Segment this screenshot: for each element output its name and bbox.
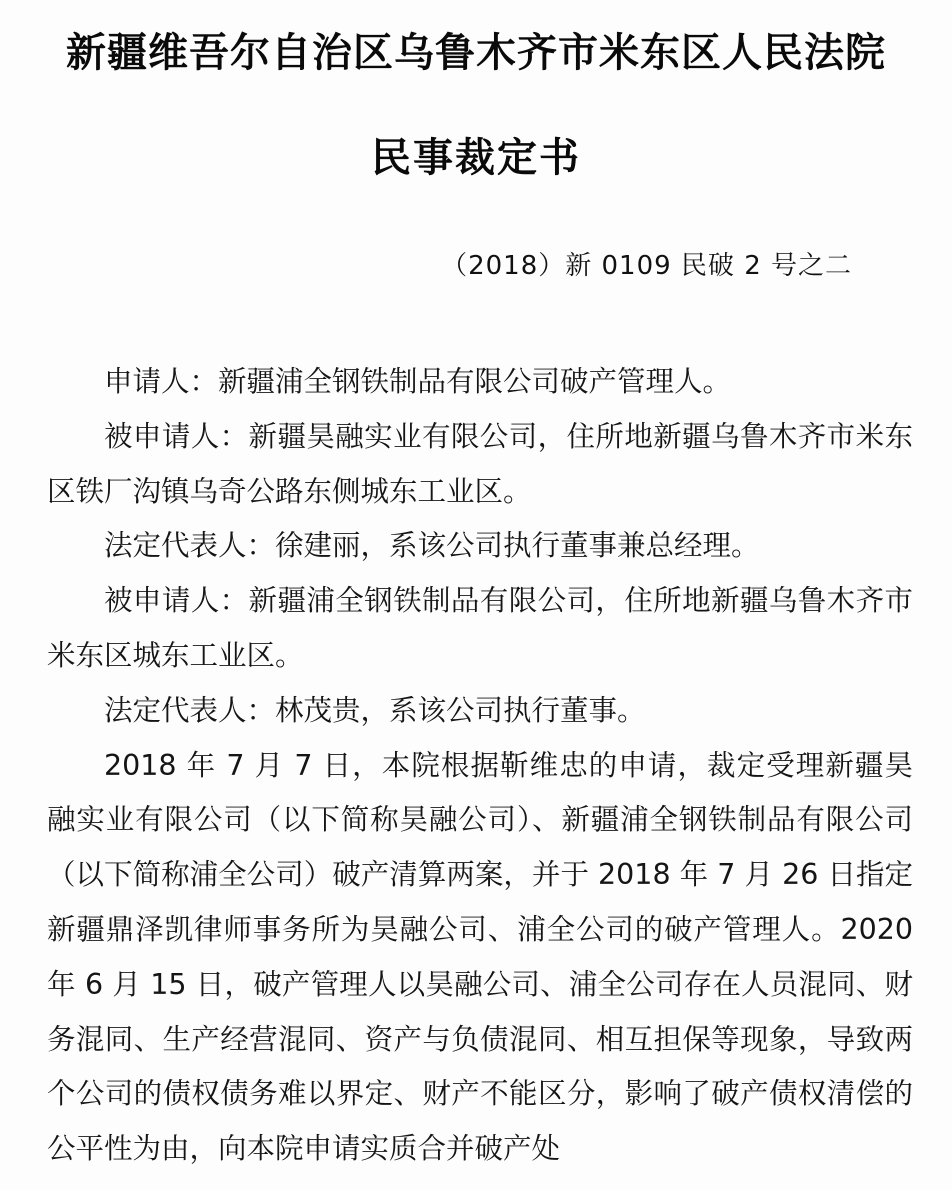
case-number: （2018）新 0109 民破 2 号之二 [441, 251, 852, 281]
court-name-heading: 新疆维吾尔自治区乌鲁木齐市米东区人民法院 [66, 29, 886, 76]
respondent-1-paragraph: 被申请人：新疆昊融实业有限公司，住所地新疆乌鲁木齐市米东区铁厂沟镇乌奇公路东侧城东工业区。 [47, 419, 913, 508]
respondent-2-paragraph: 被申请人：新疆浦全钢铁制品有限公司，住所地新疆乌鲁木齐市米东区城东工业区。 [47, 584, 913, 672]
document-body [47, 355, 913, 1177]
case-facts-paragraph: 2018 年 7 月 7 日，本院根据靳维忠的申请，裁定受理新疆昊融实业有限公司（以下简称昊融公司）、新疆浦全钢铁制品有限公司（以下简称浦全公司）破产清算两案，并于 2018 年 7 月 26 日指定新疆鼎泽凯律师事务所为昊融公司、浦全公司的破产管理人。2020 年 6 月 15 日，破产管理人以昊融公司、浦全公司存在人员混同、财务混同、生产经营混同、资产与负债混同、相互担保等现象，导致两个公司的债权债务难以界定、财产不能区分，影响了破产债权清偿的公平性为由，向本院申请实质合并破产处 [47, 748, 913, 1166]
document-type-heading: 民事裁定书 [371, 134, 581, 181]
legal-rep-1-paragraph: 法定代表人：徐建丽，系该公司执行董事兼总经理。 [104, 529, 760, 563]
legal-rep-2-paragraph: 法定代表人：林茂贵，系该公司执行董事。 [104, 693, 646, 727]
applicant-paragraph: 申请人：新疆浦全钢铁制品有限公司破产管理人。 [104, 365, 732, 398]
